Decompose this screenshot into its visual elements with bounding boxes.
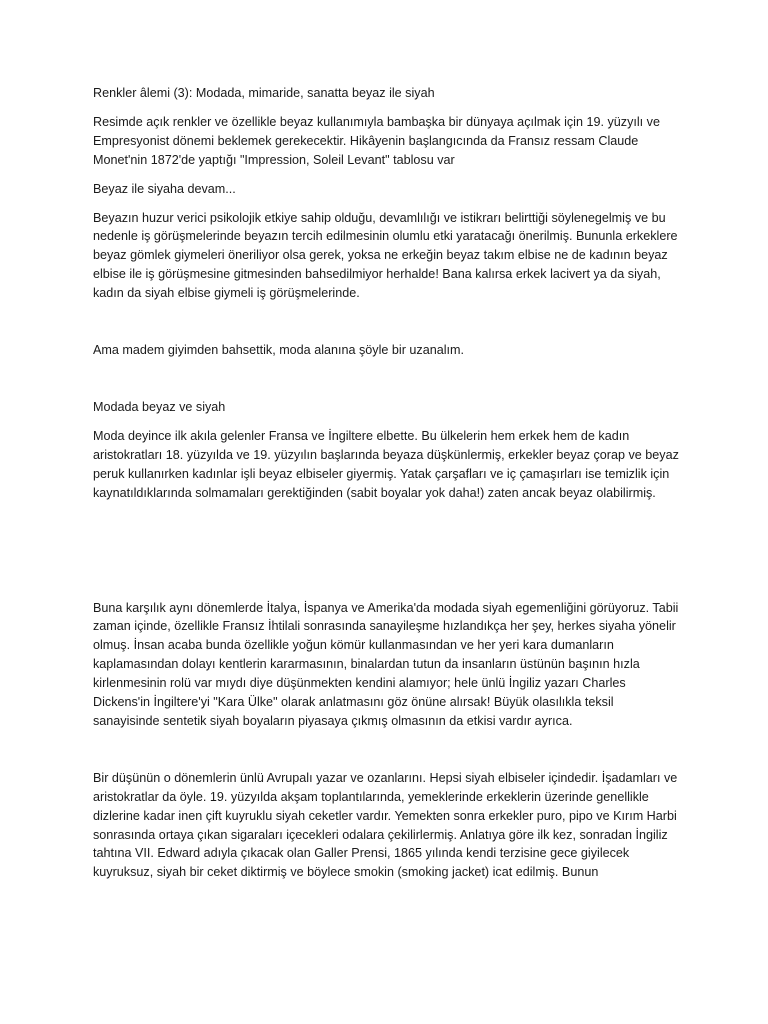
spacer bbox=[93, 103, 681, 113]
paragraph-2: Beyaz ile siyaha devam... bbox=[93, 181, 236, 196]
paragraph-4: Ama madem giyimden bahsettik, moda alanına şöyle bir uzanalım. bbox=[93, 343, 464, 358]
spacer bbox=[93, 199, 681, 209]
spacer bbox=[93, 170, 681, 180]
paragraph-1: Resimde açık renkler ve özellikle beyaz kullanımıyla bambaşka bir dünyaya açılmak için 19. yüzyılı ve Empresyonist dönemi beklemek gerekecektir. Hikâyenin başlangıcında da Fransız ressam Claude Monet'nin 1872'de yaptığı "Impression, Soleil Levant" tablosu var bbox=[93, 114, 660, 167]
paragraph-7: Bir düşünün o dönemlerin ünlü Avrupalı yazar ve ozanlarını. Hepsi siyah elbiseler içindedir. İşadamları ve aristokratlar da öyle. 19. yüzyılda akşam toplantılarında, yemeklerinde erkeklerin üzerinde genellikle dizlerine kadar inen çift kuyruklu siyah ceketler vardır. Yemekten sonra erkekler puro, pipo ve Kırım Harbi sonrasında ortaya çıkan sigaraları içecekleri odalara çekilirlermiş. Anlatıya göre ilk kez, sonradan İngiliz tahtına VII. Edward adıyla çıkacak olan Galler Prensi, 1865 yılında kendi terzisine gece giyilecek kuyruksuz, siyah bir ceket diktirmiş ve böylece smokin (smoking jacket) icat edilmiş. Bunun bbox=[93, 770, 678, 880]
spacer bbox=[93, 503, 681, 599]
document-page bbox=[93, 84, 681, 882]
spacer bbox=[93, 303, 681, 341]
spacer bbox=[93, 417, 681, 427]
section-heading: Modada beyaz ve siyah bbox=[93, 399, 226, 414]
spacer bbox=[93, 731, 681, 769]
paragraph-6: Buna karşılık aynı dönemlerde İtalya, İspanya ve Amerika'da modada siyah egemenliğini görüyoruz. Tabii zaman içinde, özellikle Fransız İhtilali sonrasında sanayileşme hızlandıkça her şey, herkes siyaha yönelir olmuş. İnsan acaba bunda özellikle yoğun kömür kullanmasından ve her yeri kara dumanların kaplamasından dolayı kentlerin kararmasının, binalardan tutun da insanların üstünün başının hızla kirlenmesinin rolü var mıydı diye düşünmekten kendini alamıyor; hele ünlü İngiliz yazarı Charles Dickens'in İngiltere'yi "Kara Ülke" olarak anlatmasını göz önüne alırsak! Büyük olasılıkla teksil sanayisinde sentetik siyah boyaların piyasaya çıkmış olmasının da etkisi vardır ayrıca. bbox=[93, 600, 679, 728]
paragraph-5: Moda deyince ilk akıla gelenler Fransa ve İngiltere elbette. Bu ülkelerin hem erkek hem de kadın aristokratları 18. yüzyılda ve 19. yüzyılın başlarında beyaza düşkünlermiş, erkekler beyaz çorap ve beyaz peruk kullanırken kadınlar işli beyaz elbiseler giyermiş. Yatak çarşafları ve iç çamaşırları ise temizlik için kaynatıldıklarında solmamaları gerektiğinden (sabit boyalar yok daha!) zaten ancak beyaz olabilirmiş. bbox=[93, 428, 679, 500]
spacer bbox=[93, 360, 681, 398]
paragraph-3: Beyazın huzur verici psikolojik etkiye sahip olduğu, devamlılığı ve istikrarı belirttiği söylenegelmiş ve bu nedenle iş görüşmelerinde beyazın tercih edilmesinin olumlu etki yaratacağı önerilmiş. Bununla erkeklere beyaz gömlek giymeleri öneriliyor olsa gerek, yoksa ne erkeğin beyaz takım elbise ne de kadının beyaz elbise ile iş görüşmesine gitmesinden bahsedilmiyor herhalde! Bana kalırsa erkek lacivert ya da siyah, kadın da siyah elbise giymeli iş görüşmelerinde. bbox=[93, 210, 678, 301]
document-title: Renkler âlemi (3): Modada, mimaride, sanatta beyaz ile siyah bbox=[93, 86, 435, 100]
